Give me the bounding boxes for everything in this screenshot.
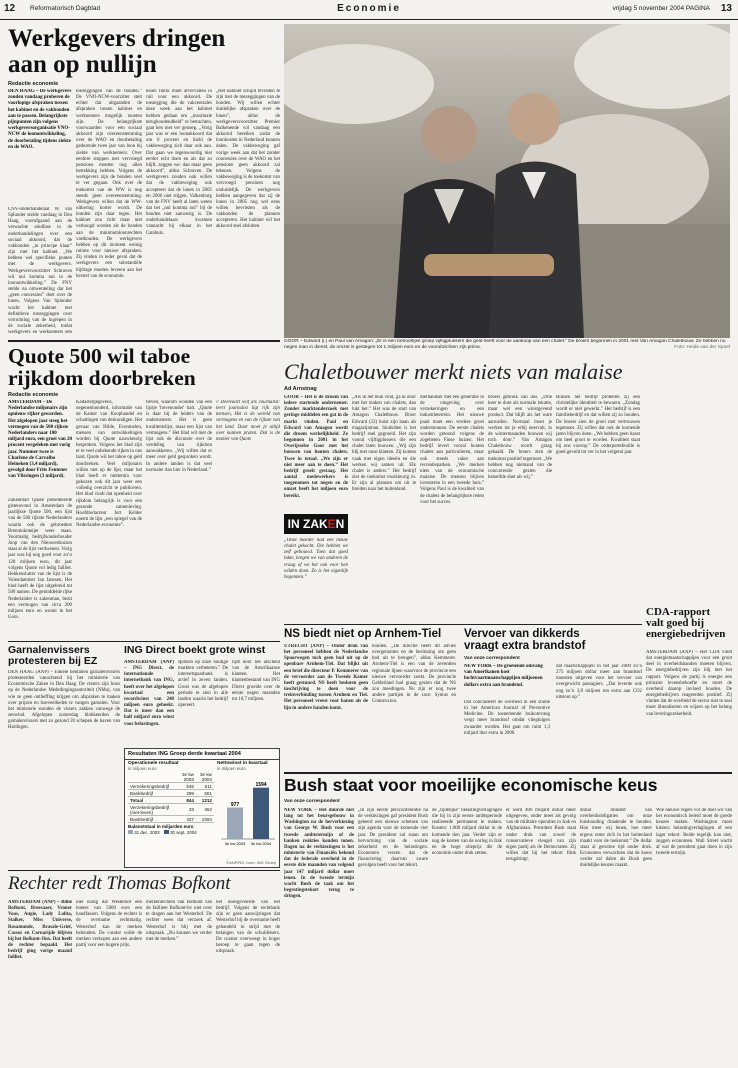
col-header-a: 3e kw 2003 [178, 771, 196, 783]
headline-chaletbouwer: Chaletbouwer merkt niets van malaise [284, 359, 623, 384]
legend-swatch-b [164, 830, 169, 834]
lead-a1: DEN HAAG – De werkgevers zouden vandaag proberen de voorlopige afspraken tussen het kabinet en de vakbonden aan te passen. Belangrijkste pijnpunten zijn volgens werkgeversorganisatie VNO-NCW de loonontwikkeling, de doorbetaling tijdens ziekte en de WAO. [8, 89, 72, 150]
byline-a1: Redactie economie [8, 81, 59, 87]
row-label: Totaal [128, 797, 178, 804]
bar-0 [227, 808, 243, 839]
body-a3-col5: Binnen het bedrijf proberen zij een christelijke identiteit te bewaren. „Zondag wordt er niet gewerkt.” Het bedrijf is een familiebedrijf en dat willen zij zo houden. De broers zien de groei met vertrouwen tegemoet. Zij willen dat ook de komende jaren blijven doen. „We hebben geen haast om heel groot te worden. Kwaliteit staat bij ons voorop.” De orderportefeuille is goed gevuld tot ver in het volgend jaar. [556, 395, 640, 456]
row-value-b: 601 [196, 790, 214, 797]
pullquote-a3: „Onze moeder had een nieuw chalet gekocht. Die hebben we zelf gebouwd. Toen dat goed lukte, kregen we van anderen de vraag of we het ook voor hen wilden doen. Zo is het eigenlijk begonnen.” [284, 538, 348, 580]
body-a3-col4: broers gebruik van dus. „Drie keer te dure als normale lokatie, maar wel een winstgevend product. Dat blijft als het ware aanvallen. Normaal moet je werken tot je erbij neervalt, in de wintermaanden bouwen wij toch door.” Van Amagon Chaletbouw wordt graag gehaald. De broers zien de toekomst positief tegemoet. „We hebben nog niemand van de concurrentie gezien die hetzelfde doet als wij.” [488, 395, 552, 481]
body-a2-col3: tieved, waarom wouden van een lijstje 'bovenonder' halt. „Quote is daar bij de leiders van de ondernemers. Het is geen kwaliteitslijst, maar een lijst van vermogens.” Het blad wil met de lijst ook de discussie over de verdeling van rijkdom aanwakkeren. „Wij willen dat er meer over geld gesproken wordt. In andere landen is dat veel normaler dan hier in Nederland.” [146, 400, 212, 473]
body-a8-col2: splitsen op onze huidige markten verbeteren.” De internetspaarbank is actief in zeven landen. Groei was de afgelopen periode te zien in alle landen waarin het bedrijf opereert. [178, 660, 228, 709]
row-value-a: 545 [178, 783, 196, 790]
page-number-right: 13 [720, 3, 732, 14]
row-value-a: 33 [178, 804, 196, 816]
table [128, 771, 214, 823]
divider-a2 [8, 340, 280, 342]
photo-chalet-brothers [284, 24, 730, 338]
body-a9-col4: er werd 400 miljard dollar meer uitgegeven, onder meer als gevolg van de militaire operaties in Irak en Afghanistan. President Bush staat onder druk van zowel de conservatieve vleugel van zijn eigen partij als de Democraten. Zij willen dat hij het tekort flink terugdringt. [506, 808, 576, 863]
bar-label-1: 1594 [255, 782, 267, 789]
logo-text-mid: E [327, 517, 336, 531]
body-a2-col2: Kadastergegevens, negenenhonderd, informatie van de Kamer van Koophandel en schattingen van deskundigen. Het gevaar van Hilde, Eventuelen, mensen van ontwikkelingen worden bij Quote nauwkeurig besproken. Volgens het blad zijn er te veel onbekende rijken in ons land. Quote wil het taboe op geld doorbreken. Veel miljonairs willen niet op de lijst, maar het blad heeft er niettemin voor gekozen ook dit jaar weer een volledig overzicht te publiceren. Het blad vindt dat openheid over rijkdom belangrijk is voor een gezonde samenleving. Hoofdredacteur Jort Kelder noemt de lijst „een spiegel van de Nederlandse economie”. [76, 400, 142, 529]
body-a1-col2: toezeggingen van de bonden.” De VNO-NCW-voorzitter stelt echter dat uitgaanden de afspraken tussen kabinet en werknemers mogelijk moeten zijn. De belangrijkste voorwaarden voor een sociaal akkoord zijn overeenstemming over de WAO en doorbetaling gedurende twee jaar van loon bij ziekte van werknemers. Over eerdere stoppen met vervroegd pensioen moeten nog allen betrekking hebben. Volgens de werkgevers zijn de bonden veel te ver gegaan. Ook over de toekomst van de WW is nog steeds geen overeenstemming. Werkgevers willen dat de WW-uitkering korter wordt. De bonden zijn daar tegen. Het kabinet zou richt maar niet verhoogd worden als de bonden aan de minimumloonrechten vasthouden. De werkgevers hebben op dit moment weinig ruimte voor nieuwe afspraken. Zij vinden in ieder geval dat de werkgevers een substantiële bijdrage moeten leveren aan het herstel van de economie. [76, 89, 142, 279]
row-value-a: 427 [178, 816, 196, 823]
body-a9-col2: „In zijn eerste persconferentie na de verkiezingen gaf president Bush geleerd een nieuwe schetsen van zijn agenda voor de komende vier jaar. De president zal staan om hervorming van de sociale zekerheid en de belastingen. Economen vrezen dat de financiering daarvan zware gevolgen heeft voor het tekort. [358, 808, 428, 869]
headline-line-1: Quote 500 wil taboe [8, 344, 191, 368]
body-a6: AMSTERDAM (ANP) – Het CDA vindt dat energiemaatschappijen voor een groot deel in overheidshanden moeten blijven. De energiebedrijven zijn blij met het rapport. Volgens de partij is energie een primaire levensbehoefte en moet de overheid daarop invloed houden. De energiebedrijven reageerden positief. Zij vinden dat de overheid de sector niet te snel moet liberaliseren en wijzen op het belang van leveringszekerheid. [646, 650, 732, 717]
headline-line-2: protesteren bij EZ [8, 655, 98, 668]
row-label: Bankbedrijf [128, 790, 178, 797]
headline-vervoer [464, 628, 642, 653]
caption-text: GOOR – Edward (l.) en Paul van Amagon: „Er is een behoorlijke groep vijftigplussers die geld heeft voor de aankoop van een chalet.” De broers begonnen in 2001 met Van Amagon Chaletbouw. Ze hebben nu negen man in dienst, de omzet is gestegen tot 1 miljoen euro en de vooruitzichten zijn prima. [284, 339, 726, 350]
body-a3-col1: GOOR – Het is de droom van iedere startende ondernemer. Zonder marktonderzoek met geringe middelen een gat in de markt vinden. Paul en Edward van Amagon wordt die droom werkelijkheid. Ze begonnen in 2001 in het Overijsselse Goor met het bouwen van houten chalets. Twee in totaal. „We zijn er niet meer aan te doen.” Het bedrijf groeit gestaag. Het aantal medewerkers is toegenomen tot negen en de omzet heeft het miljoen euro bereikt. [284, 395, 348, 499]
balance-title: Balanstotaal in miljarden euro [128, 824, 194, 830]
headline-line-1: Garnalenvissers [8, 644, 90, 656]
body-a3-col3: dierhandsel met een generatie in de omgeving over verzekeringen en een industrieterrein. Het nieuwe pand moet een verdere groei ondersteunen. De eerste chalets worden getoond volgens de zogeheten Finse huizen. Het bedrijf levert vooral houten chalets aan particulieren, maar ook steeds vaker aan recreatieparken. „We merken niets van de economische malaise. De mensen blijven investeren in een tweede huis.” Volgens Paul is de kwaliteit van de chalets de belangrijkste reden voor het succes. [420, 395, 484, 505]
headline-line-2: aan op nullijn [8, 50, 157, 78]
lead-a2: AMSTERDAM – De Nederlandse miljonairs zijn opnieuw rijker geworden. Het afgelopen jaar steeg het vermogen van de 500 rijkste Nederlanders naar 100 miljard euro, een groei van 20 procent vergeleken met vorig jaar. Nummer twee is Charlene de Carvalho Heineken (3,4 miljard), gevolgd door Frits Fentener van Vlissingen (3 miljard). [8, 400, 72, 480]
table-header-row [128, 771, 214, 783]
body-a4-col2: houden. „De directie heeft dit advies overgenomen en de beslissing om geen bod uit te brengen”, aldus Kemmerer. Arnhem-Tiel is een van de zeventien regionale lijnen waarvoor de provincie een nieuwe vervoerder zoekt. De provincie Gelderland had graag gezien dat de NS zou meedingen. Nu zijn er nog twee andere partijen in de race: Syntus en Connexxion. [372, 644, 456, 705]
row-value-b: 362 [196, 804, 214, 816]
table-title: Operationele resultaat [128, 761, 179, 766]
headline-line-2: rijkdom doorbreken [8, 365, 196, 390]
chart-title: Nettowinst in kwartaal [217, 761, 268, 766]
page-number-left: 12 [4, 3, 16, 14]
row-label: Bankbedrijf [128, 816, 178, 823]
legend [128, 830, 214, 835]
row-value-b: 1212 [196, 797, 214, 804]
body-a5-col2: dat maatschappijen in het jaar 2000 zo’n 275 miljoen dollar meer aan brandstof moesten uitgeven voor het vervoer van overgewicht passagiers. „Dat leverde ook nog zo’n 3,8 miljoen ton extra aan CO2 uitstoot op.” [556, 664, 642, 700]
issue-date: vrijdag 5 november 2004 PAGINA [612, 5, 710, 12]
body-a8-col3: lijdt door het afscheid van de Amerikaanse klanten. Het klantenbestand van ING Direct groeide over de eerste negen maanden tot 10,7 miljoen. [232, 660, 280, 702]
body-a3-col2: „Als ik het leuk vind, ga ik door met het maken van chalets, dan lukt het.” Het was de start van Amagon Chaletbouw. Broer Edward (22) huist zijn baan als magazijnman. Sindsdien is het bedrijf snel gegroeid. Het zijn vooral vijftigplussers die een chalet laten bouwen. „Wij zijn blij met onze klanten. Zij komen vaak met eigen ideeën en die werken wij samen uit. Elk chalet is anders.” Het bedrijf ziet de toekomst rooskleurig in. Er zijn al plannen om uit te breiden naar het buitenland. [352, 395, 416, 493]
graphic-source: ©ANP/RD, bron: ING Groep [226, 860, 276, 865]
row-value-a: 299 [178, 790, 196, 797]
body-a2-col1: Zakenblad Quote presenteerde gisteravond in Amsterdam de jaarlijkse Quote 500, een lijst van de 500 rijkste Nederlanders waarin ook de gebroeders Brenninkmeijer weer staan. Voormalig bedrijfsonderhouder Joop van den Nieuwenhuizen staat al de lijst verdwenen. Vorig jaar was hij nog goed voor zo’n 120 miljoen euro, dit jaar volgens Quote vol ledig failliet. Hekkensluiter van de lijst is de Volendammer Jan Janssen. Het blad heeft de lijst uitgebreid tot 500 namen. De gemiddelde rijke Nederlander is zakenman, bezit een vermogen van circa 200 miljoen euro en woont in het Gooi. [8, 498, 72, 620]
body-a1-col4: „Het kabinet schijnt tevreden te zijn met de toezeggingen van de bonden. Wij willen echter duidelijke afspraken over de lonen”, aldus de werkgeversvoorzitter. Premier Balkenende wil vandaag een akkoord bereiken zodat de loonkosten in Nederland kunnen dalen. De vakbeweging gaf vorige week aan dat het zonder concessies over de WAO en het pensioen geen akkoord zal tekenen. Volgens de vakbeweging is de toekomst van vervroegd pensioen nog onduidelijk. De werkgevers hebben aangegeven dat zij de lonen in 2005 nog wel eens willen bevriezen als de vakbonden de plannen accepteren. Het kabinet wil het akkoord snel afsluiten. [216, 89, 280, 230]
table-row [128, 816, 214, 823]
table-row [128, 804, 214, 816]
logo-in-zaken [284, 514, 348, 534]
headline-cda [646, 607, 732, 641]
headline-quote500 [8, 346, 284, 390]
byline-a3: Ad Arnstnag [284, 386, 317, 392]
headline-garnalen [8, 645, 120, 668]
photo-credit: Foto: Heide van der Spoel [674, 344, 730, 350]
photo-caption [284, 339, 730, 357]
table-row [128, 797, 214, 804]
headline-line-2: valt goed bij [646, 617, 705, 630]
legend-swatch-a [128, 830, 133, 834]
byline-a9: Van onze correspondent [284, 799, 340, 804]
table-row [128, 790, 214, 797]
logo-text-left: IN ZAK [287, 517, 328, 531]
row-value-b: 1594 [196, 816, 214, 823]
category-label-1: 3e kw 2004 [250, 841, 272, 847]
section-title: Economie [337, 3, 401, 14]
category-label-0: 3e kw 2003 [224, 841, 246, 847]
headline-line-1: Vervoer van dikkerds [464, 628, 580, 640]
headline-werkgevers [8, 26, 278, 77]
bar-label-0: 977 [230, 802, 240, 809]
divider-a4 [284, 624, 642, 625]
body-a4-col1: UTRECHT (ANP) – Onder druk van het personeel hebben de Nederlandse Spoorwegen toch geen bod uit op de openbare Arnhem-Tiel. Dat blijkt uit een brief die directeur P. Kemmerer van de vervoerder aan de Tweede Kamer heeft gestuurd. NS heeft besloten geen inschrijving te doen voor de treinverbinding tussen Arnhem en Tiel. Het personeel vreest voor banen als de lijn in andere handen komt. [284, 644, 368, 711]
row-value-b: 611 [196, 783, 214, 790]
bar-1 [253, 788, 269, 839]
table-row [128, 783, 214, 790]
chart-ylabel: in miljoen euro [217, 766, 246, 772]
photo-illustration [284, 24, 730, 338]
results-table [128, 761, 214, 835]
paper-name: Reformatorisch Dagblad [30, 5, 101, 12]
headline-line-1: CDA-rapport [646, 606, 711, 618]
graphic-title: Resultaten ING Groep derde kwartaal 2004 [125, 749, 279, 760]
body-a10-col4: het doorgevoerde van het bedrijf. Volgens de rechtbank zijn er geen aanwijzingen dat Westerhof bij de overname heeft gehandeld in strijd met de belangen van de schuldeisers. De curator overweegt in hoger beroep te gaan tegen de uitspraak. [216, 900, 280, 955]
lead-a5: NEW YORK – De groeiende omvang van Amerikanen kost luchtvaartmaatschappijen miljoenen dollars extra aan brandstof. [464, 664, 543, 688]
divider-a10 [8, 870, 280, 871]
legend-label-b: 30 sept. 2004 [170, 830, 197, 836]
body-a5-col1: Dat concludeert de overheid in een studie in het American Journal of Preventive Medicine. De toenemende buikomvang vergt meer brandstof omdat vliegtuigen zwaarder worden. Het gaat om ruim 1,3 miljard liter extra in 2000. [464, 700, 550, 736]
body-a7: DEN HAAG (ANP) – Enkele tientallen garnalenvissers protesteerden vanochtend bij het ministerie van Economische Zaken in Den Haag. De vissers zijn boos op de Nederlandse Mededingingsautoriteit (NMa), van wie ze geen ontheffing krijgen om afspraken te maken over prijzen en hoeveelheden te vangen garnalen. Voor het ministerie stonden de vissers zakken vanwege de zeewind. Afgelopen zomerdag blokkeerden de garnalenvissers met zo gezond 20 schepen de haven van Harlingen. [8, 670, 120, 731]
body-a8-col1: AMSTERDAM (ANP) – ING Direct, de internationale internetbank van ING, heeft over het afgelopen kwartaal een recordwinst van 240 miljoen euro geboekt. Dat is meer dan een half miljard euro winst voor belastingen. [124, 660, 174, 727]
body-a1-col1: CNV-onderhandelaar W. van Splunder stelde vandaag in Den Haag, voorafgaand aan de verwachte eindfase in de onderhandelingen over een sociaal akkoord, dat de vakbonden „in principe klaar” zijn met het kabinet. „We hebben wel specifieke punten met de werkgevers. Werkgeversvoorzitter Schraven wil nul komma nul in de loonontwikkeling.” De FNV stelde na omwenteling dat het „geen concessies” doet over de lonen. Volgens Van Splunder wacht het kabinet met definitieve toezeggingen over verruiming van de ingrepen in de sociale zekerheid, totdat werkgevers en werknemers een [8, 207, 72, 335]
pullquote-a2: // Deelvaart wiif als Journalist: leert journalist ligt rijk zijn mensen, Het is de wereld van vermogens en van de rijkste van het land. Daar moet je altijd over kunnen praten. Dat is de manier van Quote [216, 400, 280, 442]
body-a10-col2: niet nodig dat Westerhof een boetes van 5000 euro een handfassen. Volgens de rechter is de overname rechtmatig. Westerhof kan de merken behouden. De curator wilde de merken verkopen aan een andere partij voor een hogere prijs. [76, 900, 142, 949]
body-a10-col3: merkenrechten van Bofkont van de failliete Bofkont-bv niet over te dragen aan het Westerhof. De rechter wees dat verzoek af. Westerhof is blij met de uitspraak. „Nu kunnen we verder met de merken.” [146, 900, 212, 942]
bar-chart [217, 771, 279, 851]
row-value-a: 844 [178, 797, 196, 804]
headline-rechter: Rechter redt Thomas Bofkont [8, 873, 231, 894]
nettowinst-chart [217, 761, 279, 859]
table-unit: in miljoen euro [128, 766, 157, 772]
body-a10-col1: AMSTERDAM (ANP) – Billie Bofkont, Breesaaer, Vroner Voas, Augie, Lady Lolita, Stalker, Miss Universe, Rosamunde, Brasale-Grief, Cassez en Cornarijde blijven bij het Bofkont-Jinx. Dat heeft de rechter bepaald. Het bedrijf ging vorige maand failliet. [8, 900, 72, 961]
byline-a2: Redactie economie [8, 392, 59, 398]
body-a9-col6: Wie nieuwe regels vol de doel wil van het economisch beleid moet de goede keuzes maken. Washington moet kiezen: belastingverlagingen of een lager tekort. Beide tegelijk kan niet, zeggen economen. Wall Street wacht af wat de president gaat doen in zijn tweede termijn. [656, 808, 732, 857]
col-header-b: 3e kw 2004 [196, 771, 214, 783]
row-label: Verzekeringsbedrijf (niet-leven) [128, 804, 178, 816]
masthead [0, 0, 738, 20]
byline-a5: Van onze correspondent [464, 656, 520, 661]
headline-bush: Bush staat voor moeilijke economische keus [284, 775, 658, 795]
logo-text-right: N [335, 517, 345, 531]
divider-a7 [8, 641, 280, 642]
headline-ns: NS biedt niet op Arnhem-Tiel [284, 628, 442, 640]
body-a1-col3: essen fikrik moet afvervallen in ruil voor een akkoord. De toezegging die de vakcentrales deze week aan het kabinet hebben gedaan om „maximale terughoudendheid” te betrachten, gaat hen niet ver genoeg. „Vorig jaar was er een loonakkoord dat om 0 procent en hield de vakbeweging zich daar ook aan. Dat gaan we tegenwoordig niet eerder echt doen en als dat zo blijft, zeggen we: dan maar geen akkoord”, aldus Schraven. De werkgevers zouden ook willen dat de vakbeweging ook accepteert dat de lonen in 2005 en 2006 niet stijgen. Valkenburg van de FNV heeft al laten weten dat het „nul komma nul” bij de bonden niet aanwezig is. De onderhandelaars kwamen vannacht bij elkaar in het Catshuis. [146, 89, 212, 236]
body-a9-col5: dollar mindert van overheidsobligaties om onze huishouding draaiende te houden. Hoe meer wij lenen, hoe meer ergens rente zich in het buitenland maakt voor de toekomst.” De dollar staat al geruime tijd onder druk. Economen verwachten dat de koers verder zal dalen als Bush geen duidelijke keuzes maakt. [580, 808, 652, 869]
headline-line-1: Werkgevers dringen [8, 25, 226, 52]
ing-results-graphic [124, 748, 280, 868]
body-a9-col1: NEW YORK – Het duurde niet lang tot het beursgebouw in Washington na de herverkiezing van George W. Bush voor een tweede ambtstermijn of de banken reakties konden tonen. Dagen na de verkiezingen is het ministerie van Financiën bekend dat de federale overheid in de eerste drie maanden van volgend jaar 147 miljard dollar moet lenen. In de tweede termijn wacht Bush de taak om het begrotingstekort terug te dringen. [284, 808, 354, 900]
legend-label-a: 31 dec. 2003 [134, 830, 160, 836]
divider-a9 [284, 772, 732, 774]
row-label: Verzekeringsbedrijf [128, 783, 178, 790]
headline-line-2: vraagt extra brandstof [464, 640, 586, 653]
body-a9-col3: de „tijdelijke” belastingverlagingen die hij in zijn eerste ambtsperiode realiseerde permanent te maken. Kosten: 1.000 miljard dollar in de komende tien jaar. Verder zijn er nog de kosten van de oorlog in Irak en de hoge olieprijs die de economie onder druk zetten. [432, 808, 502, 857]
headline-line-3: energiebedrijven [646, 628, 726, 641]
headline-ing: ING Direct boekt grote winst [124, 644, 266, 656]
